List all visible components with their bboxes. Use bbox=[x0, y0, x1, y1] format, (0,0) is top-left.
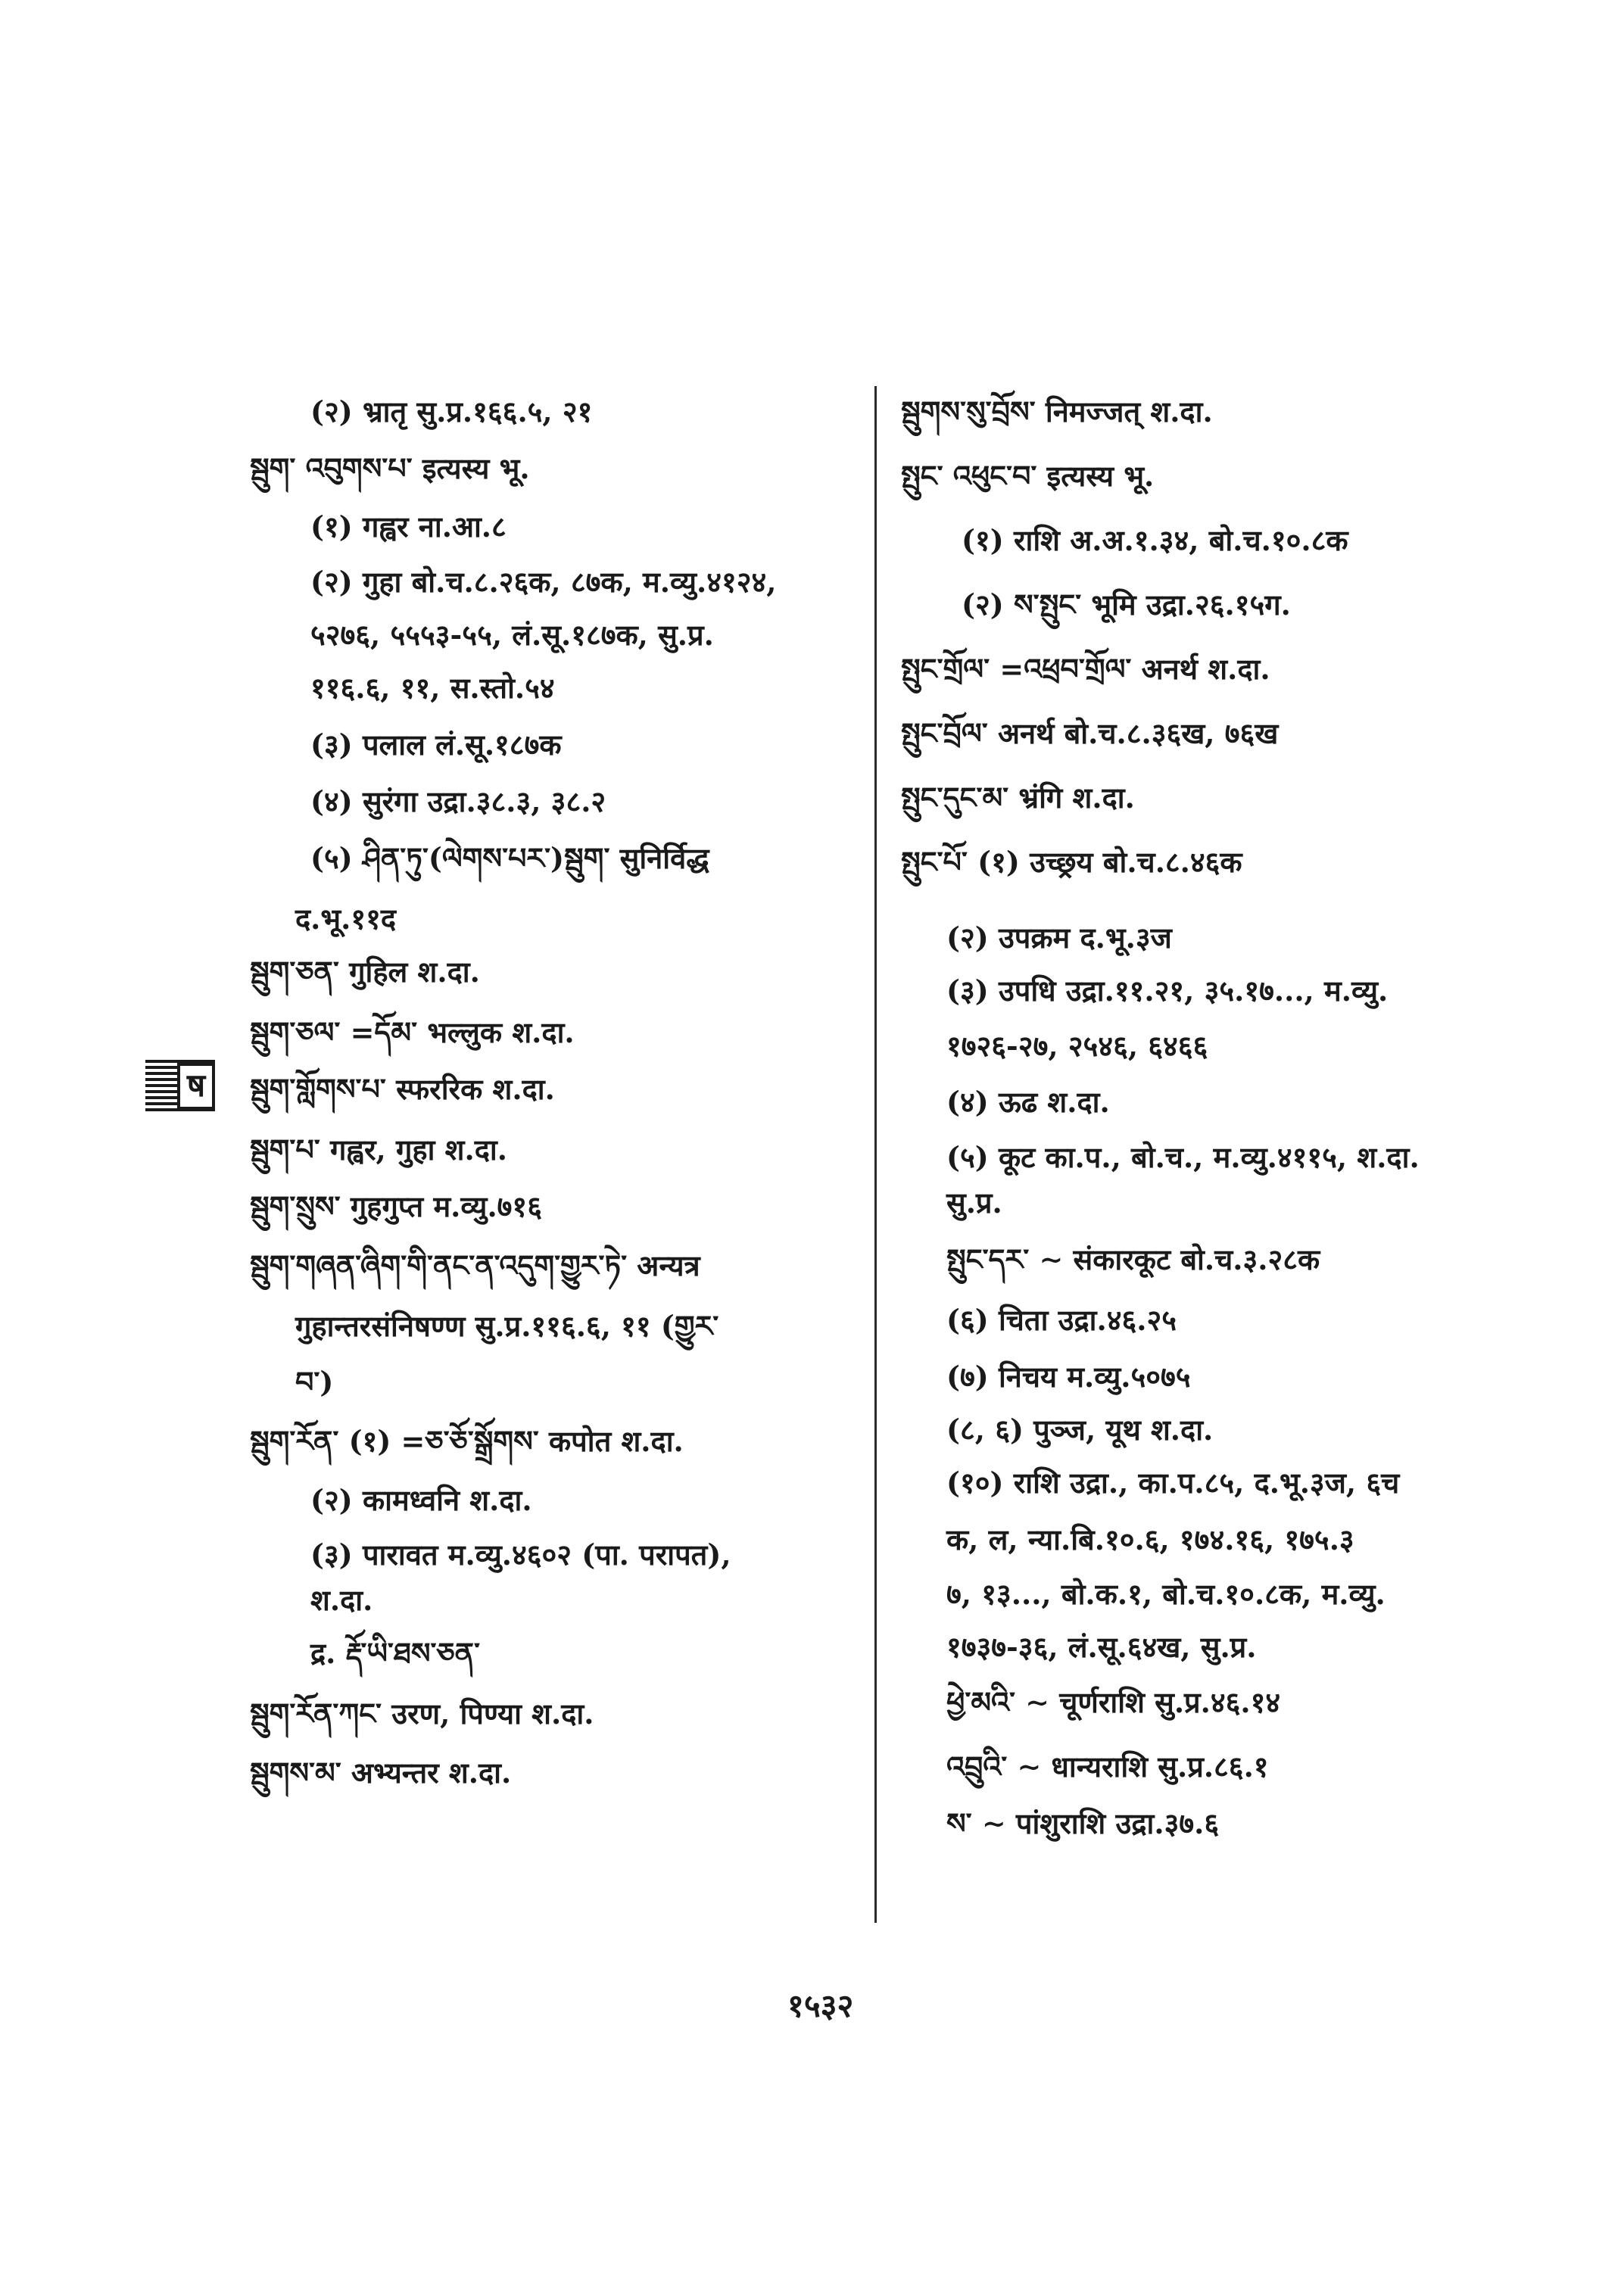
left-entry-line: (१) गह्वर ना.आ.८ bbox=[310, 509, 507, 544]
page-number: १५३२ bbox=[787, 1987, 854, 2024]
left-entry-line: ११६.६, ११, स.स्तो.५४ bbox=[310, 671, 555, 705]
left-entry-line: (४) सुरंगा उद्रा.३८.३, ३८.२ bbox=[310, 784, 606, 818]
right-entry-line: क, ल, न्या.बि.१०.६, १७४.१६, १७५.३ bbox=[946, 1522, 1354, 1556]
left-entry-line: (५) ཤིན་ཏུ་(ལེགས་པར་)སྦུག་ सुनिर्विद्ध bbox=[310, 841, 709, 875]
left-entry-line: སྦུག་ཅན་ गुहिल श.दा. bbox=[250, 955, 480, 989]
right-entry-line: (१) राशि अ.अ.१.३४, बो.च.१०.८क bbox=[962, 523, 1348, 557]
right-entry-line: (५) कूट का.प., बो.च., म.व्यु.४११५, श.दा. bbox=[946, 1140, 1420, 1174]
left-entry-line: गुहान्तरसंनिषण्ण सु.प्र.११६.६, ११ (གྱུར་ bbox=[295, 1309, 719, 1343]
right-entry-line: སྤུང་གྲོལ་ =འཕྲབ་གྲོལ་ अनर्थ श.दा. bbox=[901, 652, 1270, 686]
left-entry-line: श.दा. bbox=[310, 1583, 373, 1617]
right-entry-line: སྦུགས་སུ་བྲོས་ निमज्जत् श.दा. bbox=[901, 394, 1213, 428]
right-entry-line: (४) ऊढ श.दा. bbox=[946, 1085, 1110, 1119]
right-entry-line: (२) ས་སྤུང་ भूमि उद्रा.२६.१५ग. bbox=[962, 587, 1291, 622]
left-entry-line: ५२७६, ५५५३-५५, लं.सू.१८७क, सु.प्र. bbox=[310, 618, 714, 652]
left-entry-line: སྦུག་ འབུགས་པ་ इत्यस्य भू. bbox=[250, 451, 530, 485]
right-entry-line: (३) उपधि उद्रा.११.२१, ३५.१७..., म.व्यु. bbox=[946, 974, 1389, 1008]
left-entry-line: བ་) bbox=[295, 1365, 334, 1399]
right-entry-line: སྤུང་དུང་མ་ भ्रंगि श.दा. bbox=[901, 780, 1135, 815]
left-entry-line: (३) पारावत म.व्यु.४६०२ (पा. परापत), bbox=[310, 1537, 731, 1572]
right-entry-line: (८, ६) पुञ्ज, यूथ श.दा. bbox=[946, 1413, 1214, 1447]
left-entry-line: སྦུག་རོན་ (१) =ཅ་ཅོ་སྒྲོགས་ कपोत श.दा. bbox=[250, 1424, 684, 1458]
left-entry-line: द.भू.११द bbox=[295, 902, 397, 936]
right-entry-line: (१०) राशि उद्रा., का.प.८५, द.भू.३ज, ६च bbox=[946, 1466, 1400, 1500]
right-entry-line: (२) उपक्रम द.भू.३ज bbox=[946, 921, 1172, 955]
right-entry-line: सु.प्र. bbox=[946, 1185, 1002, 1220]
right-entry-line: ७, १३..., बो.क.१, बो.च.१०.८क, म.व्यु. bbox=[946, 1577, 1386, 1611]
left-entry-line: སྦུག་སྲུས་ गुहगुप्त म.व्यु.७१६ bbox=[250, 1189, 542, 1223]
left-entry-line: སྦུག་ཅལ་ =དོམ་ भल्लुक श.दा. bbox=[250, 1015, 575, 1049]
left-entry-line: སྦུག་རོན་ཀང་ उरण, पिण्या श.दा. bbox=[250, 1696, 594, 1731]
right-entry-line: ཕྱེ་མའི་ ∼ चूर्णराशि सु.प्र.४६.१४ bbox=[946, 1685, 1281, 1719]
left-entry-line: द्र. རྡོ་ཡི་ཐས་ཅན་ bbox=[310, 1636, 480, 1670]
left-entry-line: སྦུག་གློགས་པ་ स्फररिक श.दा. bbox=[250, 1072, 555, 1106]
left-entry-line: (२) भ्रातृ सु.प्र.१६६.५, २१ bbox=[310, 394, 593, 428]
left-entry-line: (३) पलाल लं.सू.१८७क bbox=[310, 727, 562, 762]
right-entry-line: འབྲུའི་ ∼ धान्यराशि सु.प्र.८६.१ bbox=[946, 1749, 1269, 1784]
right-entry-line: (६) चिता उद्रा.४६.२५ bbox=[946, 1303, 1177, 1337]
right-entry-line: १७२६-२७, २५४६, ६४६६ bbox=[946, 1029, 1208, 1063]
right-entry-line: སྤུང་པོ་ (१) उच्छ्रय बो.च.८.४६क bbox=[901, 845, 1242, 879]
left-entry-line: སྦུག་པ་ गह्वर, गुहा श.दा. bbox=[250, 1132, 507, 1167]
right-entry-line: སྤུང་དར་ ∼ संकारकूट बो.च.३.२८क bbox=[946, 1242, 1320, 1276]
right-entry-line: १७३७-३६, लं.सू.६४ख, सु.प्र. bbox=[946, 1630, 1257, 1664]
right-entry-line: (७) निचय म.व्यु.५०७५ bbox=[946, 1360, 1191, 1394]
left-entry-line: སྦུགས་མ་ अभ्यन्तर श.दा. bbox=[250, 1756, 512, 1790]
thumb-index-letter: ष bbox=[177, 1063, 215, 1110]
right-entry-line: སྤུང་བྲོལ་ अनर्थ बो.च.८.३६ख, ७६ख bbox=[901, 716, 1279, 750]
right-entry-line: སྤུང་ འཕུང་བ་ इत्यस्य भू. bbox=[901, 459, 1155, 493]
left-entry-line: (२) कामध्वनि श.दा. bbox=[310, 1483, 532, 1517]
column-divider bbox=[874, 386, 877, 1923]
left-entry-line: (२) गुहा बो.च.८.२६क, ८७क, म.व्यु.४१२४, bbox=[310, 565, 777, 599]
right-entry-line: ས་ ∼ पांशुराशि उद्रा.३७.६ bbox=[946, 1806, 1220, 1840]
left-entry-line: སྦུག་གཞན་ཞིག་གི་ནང་ན་འདུག་གྱུར་ཏེ་ अन्यत्र bbox=[250, 1248, 700, 1282]
